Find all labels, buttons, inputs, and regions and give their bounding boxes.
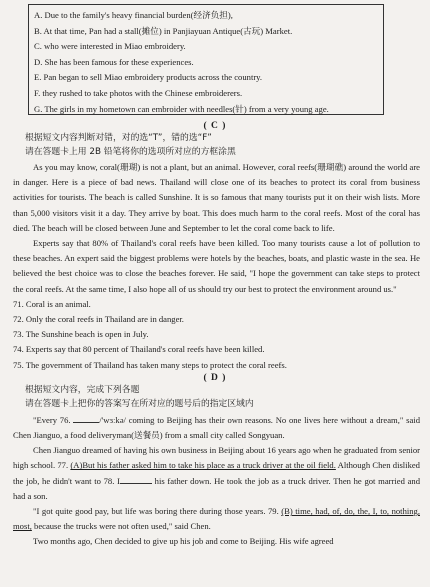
option-a: A. Due to the family's heavy financial burden(经济负担),: [34, 10, 233, 20]
option-c: C. who were interested in Miao embroidery.: [34, 41, 186, 52]
underlined-sentence-a: (A)But his father asked him to take his place as a truck driver at the oil field.: [70, 460, 336, 471]
section-d-instruction-1: 根据短文内容，完成下列各题: [25, 384, 140, 395]
section-d-paragraph-2: [13, 443, 420, 504]
option-g: G. The girls in my hometown can embroider with needles(针) from a very young age.: [34, 103, 329, 114]
para2-mid: Although Chen disliked the job, he didn't want to 78. I: [13, 460, 420, 486]
option-f: F. they rushed to take photos with the Chinese embroiderers.: [34, 87, 243, 98]
section-d-paragraph-4: Two months ago, Chen decided to give up his job and come to Beijing. His wife agreed: [33, 536, 334, 547]
para1-rest: /'wɜːkə/ coming to Beijing has their own reasons. No one lives here without a dream," said Chen Jianguo, a food deliveryman(送餐员) from a small city called Songyuan.: [13, 414, 420, 441]
underlined-words-b: (B) time, had, of, do, the, I, to, nothing, most,: [13, 506, 420, 532]
section-d-label: ( D ): [203, 372, 227, 383]
section-c: [0, 121, 430, 550]
para1-start: "Every 76.: [33, 414, 74, 425]
option-b: B. At that time, Pan had a stall(摊位) in Panjiayuan Antique(古玩) Market.: [34, 25, 293, 36]
question-73: 73. The Sunshine beach is open in July.: [13, 329, 149, 340]
section-d-paragraph-1: [13, 413, 420, 443]
option-e: E. Pan began to sell Miao embroidery products across the country.: [34, 72, 263, 83]
blank-78: [120, 475, 152, 484]
para3-start: "I got quite good pay, but life was boring there during those years. 79.: [33, 506, 282, 517]
section-c-paragraph-1: As you may know, coral(珊瑚) is not a plant, but an animal. However, coral reefs(珊瑚礁) around the world are in danger. Here is a piece of bad news. Thailand will close one of its beaches to protect its coral from business activities for tourists. The beach is called Sunshine. It is so famous that many tourists put it on their wish lists. More than 5,000 visitors visit it a day. They arrive by boat. This does much harm to the coral reefs. Most of the coral has died. The beach will be closed between June and September to let the coral come back to life.: [13, 162, 420, 233]
question-74: 74. Experts say that 80 percent of Thailand's coral reefs have been killed.: [13, 344, 265, 355]
question-75: 75. The government of Thailand has taken many steps to protect the coral reefs.: [13, 359, 287, 370]
section-c-label: ( C ): [203, 121, 227, 131]
para2-start: Chen Jianguo dreamed of having his own business in Beijing about 16 years ago when he graduated from senior high school. 77.: [13, 445, 420, 471]
options-box: [28, 4, 384, 115]
question-72: 72. Only the coral reefs in Thailand are in danger.: [13, 314, 184, 325]
para2-end: his father down. He took the job as a truck driver. Then he got married and had a son.: [13, 475, 420, 501]
section-c-instruction-1: 根据短文内容判断对错，对的选“T”，错的选“F”: [25, 133, 212, 143]
section-d-paragraph-3: [13, 504, 420, 534]
option-d: D. She has been famous for these experiences.: [34, 56, 194, 67]
blank-76: [73, 414, 99, 423]
para3-end: because the trucks were not often used," said Chen.: [31, 521, 211, 532]
question-71: 71. Coral is an animal.: [13, 298, 91, 309]
section-c-paragraph-2: Experts say that 80% of Thailand's coral reefs have been killed. Too many tourists cause a lot of pollution to these beaches. An expert said the biggest problems were hotels by the beaches, boats, and plastic waste in the sea. He believed the best choice was to close the beaches forever. He said, "I hope the government can take steps to protect the coral reefs. At the same time, I also hope all of us should try our best to protect the environment around us.": [13, 238, 420, 294]
section-c-instruction-2: 请在答题卡上用 2B 铅笔将你的选项所对应的方框涂黑: [25, 147, 236, 157]
section-d-instruction-2: 请在答题卡上把你的答案写在所对应的题号后的指定区域内: [25, 398, 254, 409]
